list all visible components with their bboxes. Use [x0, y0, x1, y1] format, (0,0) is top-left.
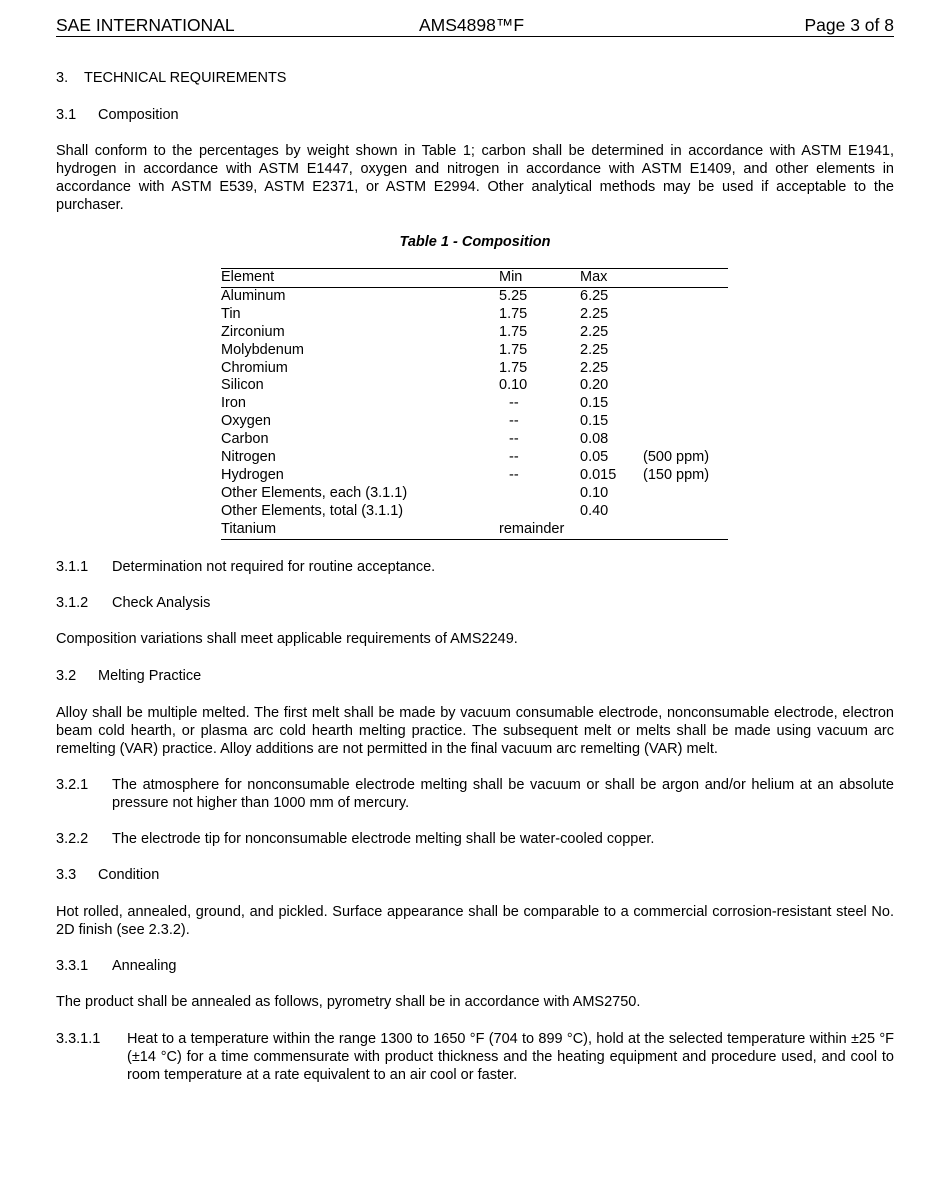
cell-note — [643, 503, 728, 521]
check-analysis-paragraph: Composition variations shall meet applicable requirements of AMS2249. — [56, 631, 518, 647]
cell-note — [643, 360, 728, 378]
cell-note — [643, 485, 728, 503]
section-number: 3.1.2 — [56, 595, 89, 611]
table-row — [221, 395, 728, 413]
cell-min: -- — [509, 449, 519, 466]
cell-min — [499, 503, 580, 521]
header-page-number: Page 3 of 8 — [804, 15, 894, 35]
cell-max: 0.05 — [580, 449, 609, 466]
cell-note — [643, 377, 728, 395]
cell-element: Carbon — [221, 431, 269, 448]
section-number: 3.1.1 — [56, 559, 89, 575]
section-3-1-heading — [56, 106, 179, 124]
table-row — [221, 377, 728, 395]
table-row — [221, 413, 728, 431]
cell-note: (150 ppm) — [643, 466, 710, 483]
cell-min: -- — [509, 413, 519, 430]
cell-note: (500 ppm) — [643, 449, 710, 466]
cell-max: 0.10 — [580, 484, 609, 501]
cell-min: -- — [509, 466, 519, 483]
table-row — [221, 287, 728, 305]
cell-min: 1.75 — [499, 359, 528, 376]
cell-element: Iron — [221, 395, 246, 412]
cell-element: Silicon — [221, 377, 264, 394]
condition-paragraph: Hot rolled, annealed, ground, and pickled. Surface appearance shall be comparable to a commercial corrosion-resistant steel No. 2D finish (see 2.3.2). — [56, 904, 894, 938]
section-number: 3.1 — [56, 107, 77, 123]
section-text: Determination not required for routine acceptance. — [112, 559, 436, 575]
section-title: Annealing — [112, 958, 177, 974]
section-title: Melting Practice — [98, 668, 202, 684]
composition-table — [221, 268, 728, 540]
table-row — [221, 521, 728, 539]
cell-element: Chromium — [221, 359, 288, 376]
section-number: 3.3.1.1 — [56, 1031, 101, 1047]
cell-element: Nitrogen — [221, 449, 276, 466]
section-number: 3.2.2 — [56, 831, 89, 847]
table-row — [221, 449, 728, 467]
table-body — [221, 287, 728, 539]
section-number: 3.3.1 — [56, 958, 89, 974]
section-3-3-heading — [56, 866, 159, 884]
cell-max: 0.40 — [580, 502, 609, 519]
section-number: 3.2 — [56, 668, 77, 684]
table-row — [221, 467, 728, 485]
melting-practice-paragraph: Alloy shall be multiple melted. The first melt shall be made by vacuum consumable electrode, nonconsumable electrode, electron beam cold hearth, or plasma arc cold hearth melting practice. The subsequent melt or melts shall be made using vacuum arc remelting (VAR) practice. Alloy additions are not permitted in the final vacuum arc remelting (VAR) melt. — [56, 705, 894, 757]
header-document-id: AMS4898™F — [419, 15, 525, 35]
cell-note — [643, 431, 728, 449]
cell-note — [643, 413, 728, 431]
table-header-row — [221, 269, 728, 288]
cell-element: Other Elements, total (3.1.1) — [221, 502, 404, 519]
section-title: Check Analysis — [112, 595, 211, 611]
table-row — [221, 342, 728, 360]
cell-min: 1.75 — [499, 305, 528, 322]
cell-max: 0.15 — [580, 413, 609, 430]
cell-max: 6.25 — [580, 287, 609, 304]
column-header-max: Max — [580, 269, 608, 285]
table-row — [221, 431, 728, 449]
section-title: Composition — [98, 107, 179, 123]
header-organization: SAE INTERNATIONAL — [56, 15, 235, 35]
cell-max: 2.25 — [580, 323, 609, 340]
cell-min: -- — [509, 431, 519, 448]
cell-max: 0.20 — [580, 377, 609, 394]
section-text: The atmosphere for nonconsumable electrode melting shall be vacuum or shall be argon and/or helium at an absolute pressure not higher than 1000 mm of mercury. — [112, 777, 894, 811]
cell-max: 2.25 — [580, 359, 609, 376]
cell-element: Hydrogen — [221, 466, 284, 483]
table-row — [221, 360, 728, 378]
section-3-heading — [56, 69, 286, 87]
cell-element: Zirconium — [221, 323, 285, 340]
section-3-2-heading — [56, 667, 201, 685]
cell-element: Molybdenum — [221, 341, 305, 358]
cell-max: 0.015 — [580, 466, 617, 483]
table-row — [221, 485, 728, 503]
cell-element: Aluminum — [221, 287, 286, 304]
table-row — [221, 503, 728, 521]
column-header-note — [643, 269, 728, 288]
cell-min: remainder — [499, 520, 565, 537]
cell-note — [643, 306, 728, 324]
cell-max: 0.15 — [580, 395, 609, 412]
section-number: 3.3 — [56, 867, 77, 883]
table-caption: Table 1 - Composition — [399, 234, 551, 250]
column-header-element: Element — [221, 269, 275, 285]
cell-min — [499, 485, 580, 503]
cell-max: 0.08 — [580, 431, 609, 448]
section-text: Heat to a temperature within the range 1300 to 1650 °F (704 to 899 °C), hold at the selected temperature within ±25 °F (±14 °C) for a time commensurate with product thickness and the heating equipment and procedure used, and cool to room temperature at a rate equivalent to an air cool or faster. — [127, 1031, 894, 1083]
cell-element: Other Elements, each (3.1.1) — [221, 484, 408, 501]
cell-min: 0.10 — [499, 377, 528, 394]
cell-element: Tin — [221, 305, 241, 322]
cell-max — [580, 521, 643, 539]
cell-note — [643, 342, 728, 360]
section-number: 3.2.1 — [56, 777, 89, 793]
cell-min: -- — [509, 395, 519, 412]
cell-max: 2.25 — [580, 341, 609, 358]
page-header — [56, 15, 894, 37]
section-title: Condition — [98, 867, 160, 883]
cell-max: 2.25 — [580, 305, 609, 322]
cell-note — [643, 521, 728, 539]
cell-note — [643, 324, 728, 342]
column-header-min: Min — [499, 269, 523, 285]
table-row — [221, 324, 728, 342]
annealing-paragraph: The product shall be annealed as follows, pyrometry shall be in accordance with AMS2750. — [56, 994, 641, 1010]
cell-min: 1.75 — [499, 323, 528, 340]
section-number: 3. — [56, 70, 69, 86]
cell-note — [643, 287, 728, 305]
section-title: TECHNICAL REQUIREMENTS — [84, 70, 287, 86]
cell-element: Oxygen — [221, 413, 271, 430]
composition-paragraph: Shall conform to the percentages by weight shown in Table 1; carbon shall be determined in accordance with ASTM E1941, hydrogen in accordance with ASTM E1447, oxygen and nitrogen in accordance with ASTM E1409, and other elements in accordance with ASTM E539, ASTM E2371, or ASTM E2994. Other analytical methods may be used if acceptable to the purchaser. — [56, 143, 894, 213]
table-row — [221, 306, 728, 324]
section-text: The electrode tip for nonconsumable electrode melting shall be water-cooled copper. — [112, 831, 655, 847]
cell-min: 5.25 — [499, 287, 528, 304]
cell-element: Titanium — [221, 520, 277, 537]
cell-note — [643, 395, 728, 413]
cell-min: 1.75 — [499, 341, 528, 358]
